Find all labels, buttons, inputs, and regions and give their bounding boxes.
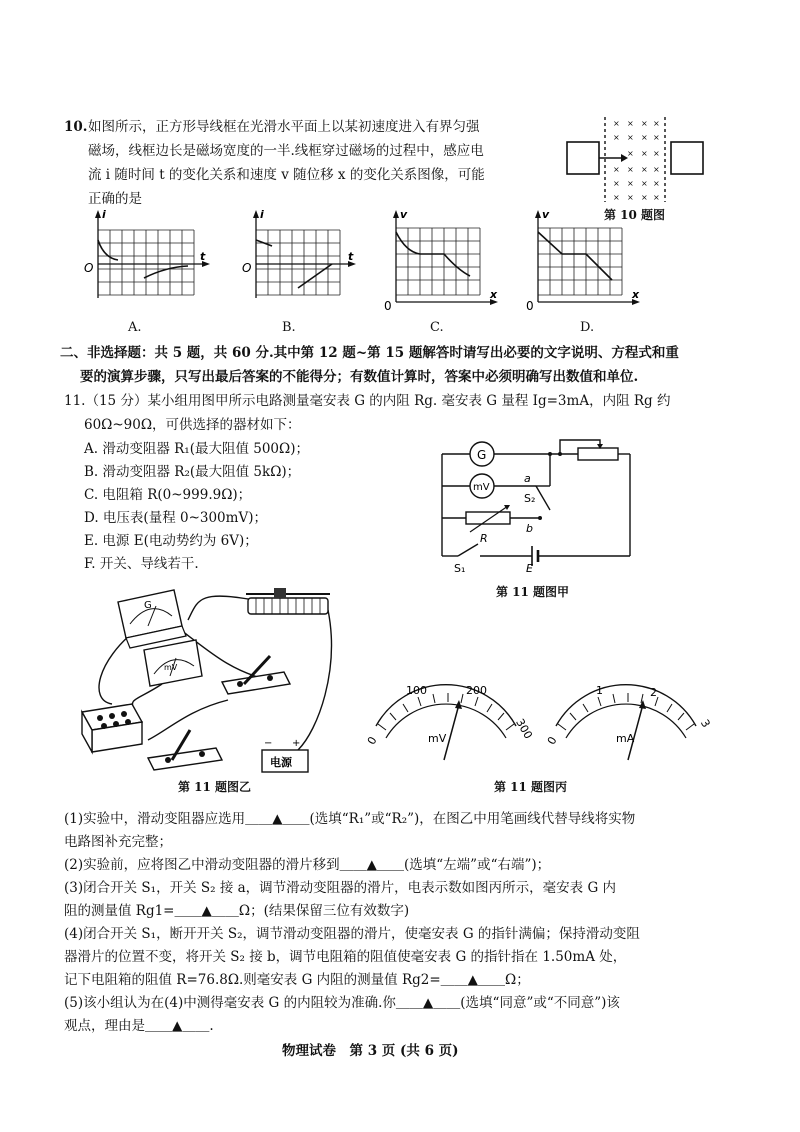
- power-source-device: [262, 738, 308, 772]
- graph-d-x-label: x: [632, 288, 640, 301]
- q11-sub-3-cont: 阻的测量值 Rg1=＿＿▲＿＿Ω；(结果保留三位有效数字): [64, 903, 410, 919]
- q11-sub-1: (1)实验中，滑动变阻器应选用＿＿▲＿＿(选填“R₁”或“R₂”)，在图乙中用笔画线代替导线将实物: [64, 811, 636, 827]
- q11-circuit-diagram: [436, 438, 636, 578]
- q11-circuit-caption: 第 11 题图甲: [496, 585, 570, 599]
- q11-sub-4-cont-1: 器滑片的位置不变，将开关 S₂ 接 b，调节电阻箱的阻值使毫安表 G 的指针指在 1.50mA 处，: [64, 949, 627, 965]
- resistance-box-device: [82, 704, 142, 752]
- q11-meter-mv: [366, 686, 536, 766]
- svg-text:×: ×: [653, 179, 660, 188]
- graph-d-label: D.: [580, 320, 595, 335]
- q11-line-2: 60Ω~90Ω，可供选择的器材如下：: [84, 417, 301, 433]
- apparatus-source-label: 电源: [270, 756, 292, 769]
- svg-text:×: ×: [627, 193, 634, 202]
- q11-sub-1-cont: 电路图补充完整；: [64, 834, 172, 850]
- q11-line-1: 11.（15 分）某小组用图甲所示电路测量毫安表 G 的内阻 Rg. 毫安表 G 量程 Ig=3mA，内阻 Rg 约: [64, 393, 671, 409]
- q11-sub-4: (4)闭合开关 S₁，断开开关 S₂，调节滑动变阻器的滑片，使毫安表 G 的指针满偏；保持滑动变阻: [64, 926, 640, 942]
- switch-device-2: [148, 730, 222, 770]
- page-footer: 物理试卷 第 3 页 (共 6 页): [282, 1043, 459, 1059]
- graph-b-label: B.: [282, 320, 296, 335]
- q10-number: 10.: [64, 119, 88, 135]
- svg-text:×: ×: [627, 119, 634, 128]
- circuit-g-label: G: [477, 448, 487, 462]
- q10-figure: [565, 112, 715, 212]
- q10-graph-c: [386, 210, 516, 320]
- svg-text:×: ×: [613, 165, 620, 174]
- q11-sub-5: (5)该小组认为在(4)中测得毫安表 G 的内阻较为准确.你＿＿▲＿＿(选填“同意”或“不同意”)该: [64, 995, 620, 1011]
- galvanometer-device: [118, 590, 186, 648]
- mv-unit: mV: [428, 732, 447, 745]
- graph-c-origin: 0: [384, 299, 392, 313]
- graph-a-origin: O: [84, 261, 94, 275]
- millivoltmeter-device: [144, 640, 202, 686]
- q11-apparatus-figure: [78, 580, 338, 770]
- circuit-r-label: R: [480, 532, 488, 545]
- graph-a-label: A.: [128, 320, 142, 335]
- q11-option-a: A. 滑动变阻器 R₁(最大阻值 500Ω)；: [84, 441, 309, 457]
- svg-text:×: ×: [627, 165, 634, 174]
- q11-sub-2: (2)实验前，应将图乙中滑动变阻器的滑片移到＿＿▲＿＿(选填“左端”或“右端”)；: [64, 857, 551, 873]
- mv-tick-100: 100: [406, 684, 427, 697]
- svg-text:−: −: [264, 738, 273, 749]
- graph-c-label: C.: [430, 320, 444, 335]
- q11-apparatus-caption: 第 11 题图乙: [178, 780, 252, 794]
- svg-text:×: ×: [641, 165, 648, 174]
- q11-option-d: D. 电压表(量程 0~300mV)；: [84, 510, 267, 526]
- graph-a-y-label: i: [102, 208, 106, 221]
- apparatus-g-label: G: [144, 600, 152, 611]
- ma-tick-3: 3: [697, 717, 713, 730]
- graph-c-x-label: x: [490, 288, 498, 301]
- svg-text:×: ×: [641, 193, 648, 202]
- ma-tick-0: 0: [544, 734, 560, 747]
- q10-line-4: 正确的是: [88, 191, 142, 207]
- svg-text:×: ×: [613, 133, 620, 142]
- q10-graph-a: [84, 208, 218, 320]
- graph-b-origin: O: [242, 261, 252, 275]
- svg-text:×: ×: [627, 179, 634, 188]
- circuit-mv-label: mV: [473, 482, 490, 493]
- svg-text:×: ×: [627, 133, 634, 142]
- q11-option-b: B. 滑动变阻器 R₂(最大阻值 5kΩ)；: [84, 464, 301, 480]
- ma-tick-2: 2: [650, 686, 657, 699]
- q10-graph-d: [528, 210, 658, 320]
- svg-text:×: ×: [641, 133, 648, 142]
- svg-text:×: ×: [613, 179, 620, 188]
- svg-text:+: +: [292, 738, 301, 749]
- svg-text:×: ×: [653, 193, 660, 202]
- q11-meter-ma: [546, 686, 716, 766]
- svg-text:×: ×: [641, 149, 648, 158]
- ma-unit: mA: [616, 732, 635, 745]
- q11-sub-5-cont: 观点，理由是＿＿▲＿＿.: [64, 1018, 214, 1034]
- graph-d-y-label: v: [542, 208, 550, 221]
- section2-line-2: 要的演算步骤，只写出最后答案的不能得分；有数值计算时，答案中必须明确写出数值和单位.: [80, 369, 639, 385]
- svg-text:×: ×: [653, 149, 660, 158]
- q11-meters-caption: 第 11 题图丙: [494, 780, 568, 794]
- circuit-s2-label: S₂: [524, 492, 536, 505]
- graph-c-y-label: v: [400, 208, 408, 221]
- svg-text:×: ×: [613, 193, 620, 202]
- svg-text:×: ×: [653, 133, 660, 142]
- circuit-a-label: a: [524, 472, 531, 485]
- circuit-e-label: E: [526, 562, 533, 575]
- svg-text:×: ×: [641, 119, 648, 128]
- q10-line-2: 磁场，线框边长是磁场宽度的一半.线框穿过磁场的过程中，感应电: [88, 143, 484, 159]
- mv-tick-200: 200: [466, 684, 487, 697]
- q11-option-f: F. 开关、导线若干.: [84, 556, 199, 572]
- q11-sub-3: (3)闭合开关 S₁，开关 S₂ 接 a，调节滑动变阻器的滑片，电表示数如图丙所示，毫安表 G 内: [64, 880, 617, 896]
- svg-text:×: ×: [653, 165, 660, 174]
- section2-line-1: 二、非选择题：共 5 题，共 60 分.其中第 12 题~第 15 题解答时请写出必要的文字说明、方程式和重: [60, 345, 679, 361]
- q11-option-c: C. 电阻箱 R(0~999.9Ω)；: [84, 487, 252, 503]
- graph-b-y-label: i: [260, 208, 264, 221]
- svg-text:×: ×: [613, 119, 620, 128]
- q10-line-1: 如图所示，正方形导线框在光滑水平面上以某初速度进入有界匀强: [88, 119, 480, 135]
- apparatus-mv-label: mV: [164, 663, 178, 672]
- ma-tick-1: 1: [596, 684, 603, 697]
- q10-graph-b: [242, 208, 376, 320]
- circuit-s1-label: S₁: [454, 562, 466, 575]
- q10-figure-caption: 第 10 题图: [604, 208, 666, 222]
- mv-tick-300: 300: [513, 716, 535, 742]
- graph-a-x-label: t: [200, 250, 206, 263]
- q11-option-e: E. 电源 E(电动势约为 6V)；: [84, 533, 258, 549]
- svg-text:×: ×: [627, 149, 634, 158]
- mv-tick-0: 0: [364, 734, 380, 747]
- rheostat-device: [246, 588, 330, 614]
- graph-d-origin: 0: [526, 299, 534, 313]
- q10-line-3: 流 i 随时间 t 的变化关系和速度 v 随位移 x 的变化关系图像，可能: [88, 167, 485, 183]
- svg-text:×: ×: [641, 179, 648, 188]
- graph-b-x-label: t: [348, 250, 354, 263]
- svg-text:×: ×: [653, 119, 660, 128]
- circuit-b-label: b: [526, 522, 533, 535]
- switch-device-1: [222, 656, 290, 694]
- q11-sub-4-cont-2: 记下电阻箱的阻值 R=76.8Ω.则毫安表 G 内阻的测量值 Rg2=＿＿▲＿＿Ω；: [64, 972, 530, 988]
